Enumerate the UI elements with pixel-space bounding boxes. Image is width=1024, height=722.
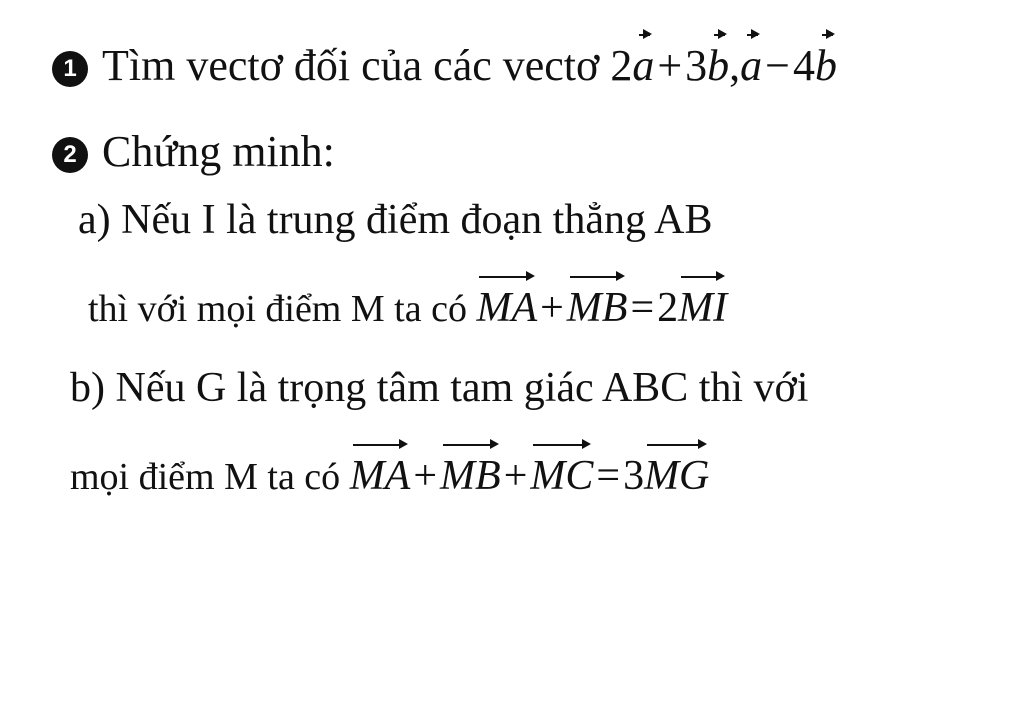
- comma: ,: [729, 41, 741, 90]
- part-a-line-2: [88, 272, 727, 335]
- question-1: [52, 30, 837, 92]
- part-a-equation: [476, 285, 727, 331]
- vector-a: a: [632, 30, 654, 92]
- coef-2: 2: [610, 41, 633, 90]
- number-2-icon: 2: [52, 137, 88, 173]
- part-a-line-1: a) Nếu I là trung điểm đoạn thẳng AB: [78, 197, 713, 243]
- coef-3: 3: [623, 453, 645, 499]
- plus-sign: +: [503, 453, 528, 499]
- number-1-icon: 1: [52, 51, 88, 87]
- coef-3: 3: [685, 41, 708, 90]
- vector-MA: MA: [476, 272, 537, 334]
- plus-sign: +: [657, 41, 683, 90]
- coef-2: 2: [657, 285, 679, 331]
- part-b-equation: [350, 453, 710, 499]
- vector-MB: MB: [440, 440, 501, 502]
- equals-sign: =: [630, 285, 655, 331]
- plus-sign: +: [413, 453, 438, 499]
- part-b-line-2: [70, 440, 709, 503]
- vector-MA: MA: [350, 440, 411, 502]
- vector-a-2: a: [740, 30, 762, 92]
- part-b-prefix: mọi điểm M ta có: [70, 456, 341, 498]
- vector-b-2: b: [815, 30, 837, 92]
- equals-sign: =: [596, 453, 621, 499]
- minus-sign: −: [765, 41, 790, 90]
- vector-b: b: [707, 30, 729, 92]
- vector-MI: MI: [678, 272, 727, 334]
- question-1-text: Tìm vectơ đối của các vectơ: [102, 41, 600, 90]
- vector-MG: MG: [644, 440, 709, 502]
- vector-MB: MB: [567, 272, 628, 334]
- coef-4: 4: [792, 41, 815, 90]
- vector-MC: MC: [530, 440, 593, 502]
- part-a-prefix: thì với mọi điểm M ta có: [88, 288, 467, 330]
- plus-sign: +: [540, 285, 564, 331]
- part-b-line-1: b) Nếu G là trọng tâm tam giác ABC thì với: [70, 365, 809, 411]
- question-2-title: [52, 126, 335, 178]
- question-2-heading: Chứng minh:: [102, 127, 335, 176]
- vector-expression-1: [610, 41, 837, 90]
